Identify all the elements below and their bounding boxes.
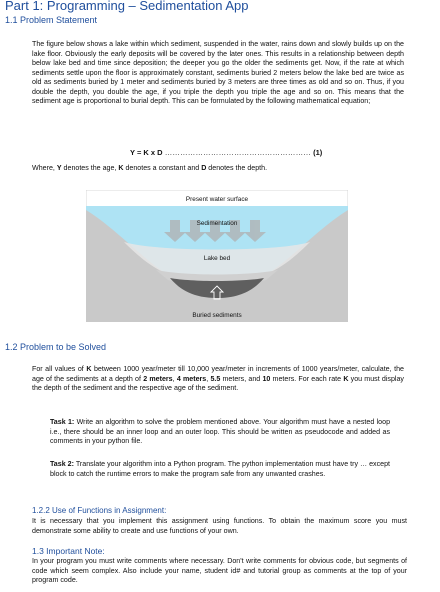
section-heading-1-1: 1.1 Problem Statement [5, 15, 98, 25]
task-1-text: Write an algorithm to solve the problem mentioned above. Your algorithm must have a nested loop i.e., there should be an inner loop and an outer loop. This should be written as pseudocode and added as comments in your python file. [50, 418, 391, 445]
equation-formula: Y = K x D [130, 148, 163, 157]
equation-leader: ………………………………………………… [164, 148, 311, 157]
var-k: K [86, 365, 92, 373]
problem-text: between 1000 year/meter till 10,000 year/meter in increments of 1000 years/meter, calculate, the age of the sediments at a depth of [32, 365, 404, 383]
var-k: K [343, 374, 349, 383]
where-text: denotes a constant and [123, 164, 202, 172]
depth-value: 4 meters [176, 374, 207, 383]
depth-value: 10 [262, 374, 271, 383]
where-text: denotes the age, [61, 164, 119, 172]
equation-line [130, 148, 322, 157]
where-line [32, 164, 412, 174]
problem-text: For all values of [32, 365, 87, 373]
lake-bed-label: Lake bed [203, 255, 231, 262]
problem-text: meters. For each rate [270, 374, 344, 383]
equation-number: (1) [313, 148, 323, 157]
note-paragraph: In your program you must write comments where necessary. Don't write comments for obvious code, but segments of code which seem complex. Also include your name, student id# and tutorial group as comments at the top of your program code. [32, 557, 407, 584]
task-2-label: Task 2: [50, 460, 74, 468]
section-heading-1-3: 1.3 Important Note: [32, 546, 105, 556]
var-d: D [201, 164, 207, 172]
depth-value: 5.5 [210, 374, 221, 383]
depth-value: 2 meters [143, 374, 173, 383]
sedimentation-label: Sedimentation [196, 220, 238, 227]
var-y: Y [56, 164, 62, 172]
task-1 [50, 418, 390, 447]
problem-text: meters, and [220, 374, 263, 383]
intro-paragraph: The figure below shows a lake within which sediment, suspended in the water, rains down and slowly builds up on the lake floor. Obviously the early deposits will be covered by the later ones. This results in a relationship between depth below lake bed and time since deposition; the deeper you go the older the sediments get. Now, if the rate at which sediments settle upon the floor is approximately constant, sediments buried 2 meters below the lake bed are twice as old as sediments buried by 1 meter and sediments buried by 3 meters are three times as old and so on. Thus, if you double the depth, you double the age, if you triple the depth you triple the age and so on. This means that the sediment age is proportional to burial depth. This can be formulated by the following mathematical equation; [32, 40, 404, 105]
task-1-label: Task 1: [50, 418, 75, 426]
buried-sediments-label: Buried sediments [192, 312, 242, 319]
problem-text: , [172, 374, 177, 383]
where-text: Where, [32, 164, 57, 172]
where-text: denotes the depth. [206, 164, 268, 172]
var-k: K [118, 164, 124, 172]
task-2-text: Translate your algorithm into a Python program. The python implementation must have try … except block to catch the runtime errors to make the program safe from any unwanted crashes. [50, 460, 391, 478]
problem-text: you must display the depth of the sediment and the respective age of the sediment. [32, 374, 404, 392]
functions-paragraph: It is necessary that you implement this assignment using functions. To obtain the maximum score you must demonstrate some ability to create and use functions of your own. [32, 517, 407, 535]
task-2 [50, 460, 390, 479]
water-surface-label: Present water surface [185, 196, 249, 203]
section-heading-1-2-2: 1.2.2 Use of Functions in Assignment: [32, 506, 167, 515]
page-title: Part 1: Programming – Sedimentation App [5, 0, 249, 13]
lake-sedimentation-figure [86, 190, 348, 322]
section-heading-1-2: 1.2 Problem to be Solved [5, 342, 107, 352]
problem-paragraph [32, 365, 404, 394]
problem-text: , [206, 374, 211, 383]
